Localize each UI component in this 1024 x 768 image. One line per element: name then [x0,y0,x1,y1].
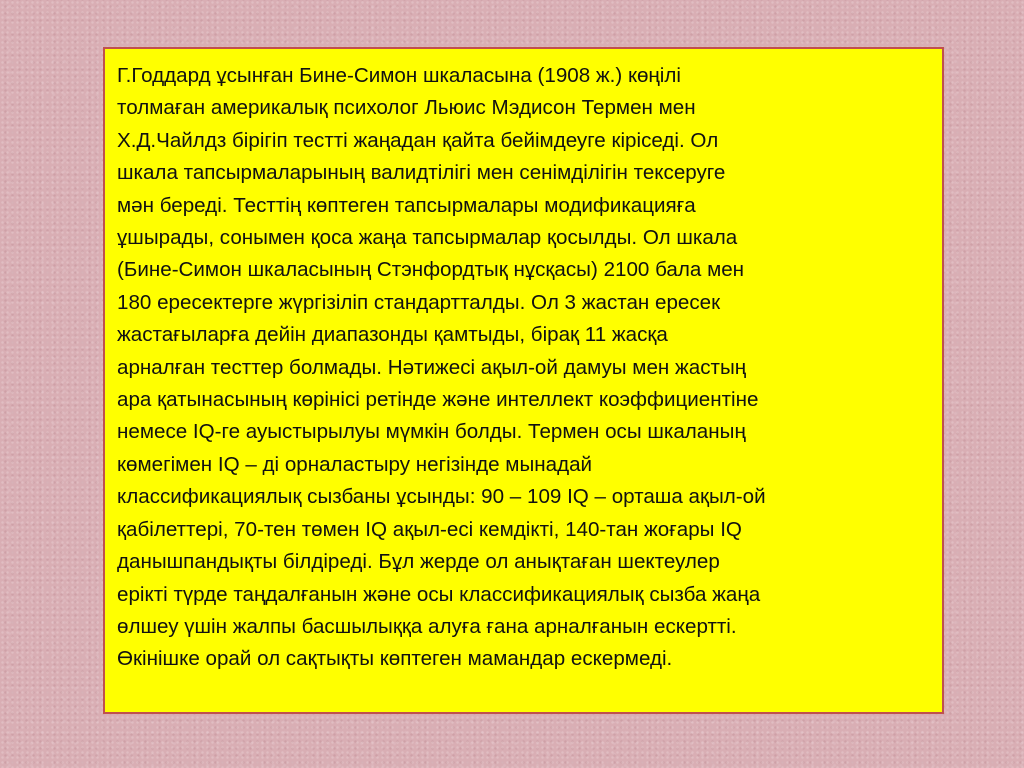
text-line: арналған тесттер болмады. Нәтижесі ақыл-ой дамуы мен жастың [117,355,747,379]
text-line: толмаған америкалық психолог Льюис Мэдисон Термен мен [117,96,696,120]
text-line: Өкінішке орай ол сақтықты көптеген мамандар ескермеді. [117,647,673,671]
text-line: ерікті түрде таңдалғанын және осы классификациялық сызба жаңа [117,582,761,606]
text-line: Х.Д.Чайлдз бірігіп тестті жаңадан қайта бейімдеуге кіріседі. Ол [117,128,719,152]
text-line: шкала тапсырмаларының валидтілігі мен сенімділігін тексеруге [117,161,726,185]
text-line: (Бине-Симон шкаласының Стэнфордтық нұсқасы) 2100 бала мен [117,258,745,282]
text-line: өлшеу үшін жалпы басшылыққа алуға ғана арналғанын ескертті. [117,614,737,638]
text-line: классификациялық сызбаны ұсынды: 90 – 109 IQ – орташа ақыл-ой [117,485,766,509]
text-line: 180 ересектерге жүргізіліп стандартталды. Ол 3 жастан ересек [117,290,721,314]
text-line: немесе IQ-ге ауыстырылуы мүмкін болды. Термен осы шкаланың [117,420,746,444]
text-line: ұшырады, сонымен қоса жаңа тапсырмалар қосылды. Ол шкала [117,226,738,250]
text-line: мән береді. Тесттің көптеген тапсырмалары модификацияға [117,193,696,217]
text-line: данышпандықты білдіреді. Бұл жерде ол анықтаған шектеулер [117,550,720,574]
text-line: ара қатынасының көрінісі ретінде және интеллект коэффициентіне [117,388,759,412]
text-line: қабілеттері, 70-тен төмен IQ ақыл-есі кемдікті, 140-тан жоғары IQ [117,517,742,541]
text-box [103,47,944,714]
text-line: Г.Годдард ұсынған Бине-Симон шкаласына (1908 ж.) көңілі [117,64,681,87]
text-line: көмегімен IQ – ді орналастыру негізінде мынадай [117,452,593,476]
text-line: жастағыларға дейін диапазонды қамтыды, бірақ 11 жасқа [117,323,668,347]
body-text [117,60,930,676]
